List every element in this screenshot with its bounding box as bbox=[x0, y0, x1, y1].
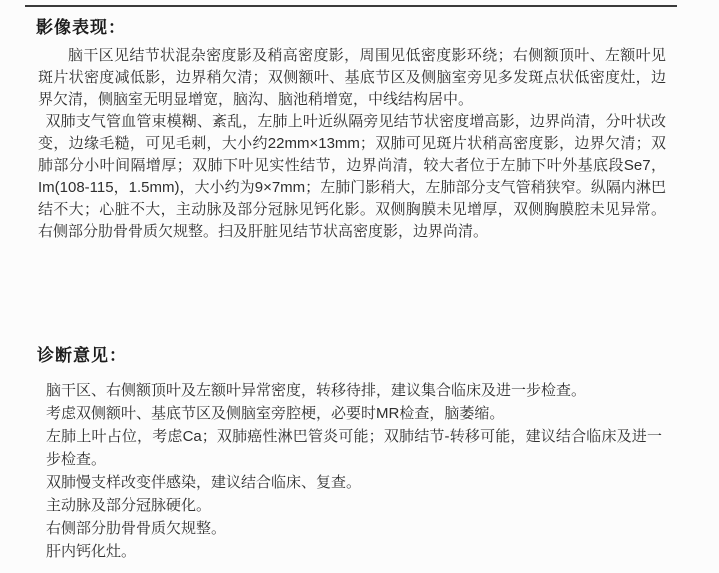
diagnosis-item: 双肺慢支样改变伴感染，建议结合临床、复查。 bbox=[46, 474, 362, 491]
diagnosis-section-title: 诊断意见： bbox=[37, 346, 127, 365]
diagnosis-item: 主动脉及部分冠脉硬化。 bbox=[46, 497, 212, 514]
top-divider-line bbox=[25, 5, 677, 7]
diagnosis-item: 右侧部分肋骨骨质欠规整。 bbox=[46, 520, 227, 537]
findings-paragraphs bbox=[38, 45, 666, 243]
findings-paragraph: 脑干区见结节状混杂密度影及稍高密度影，周围见低密度影环绕；右侧额顶叶、左额叶见斑片状密度减低影，边界稍欠清；双侧额叶、基底节区及侧脑室旁见多发斑点状低密度灶，边界欠清，侧脑室无明显增宽，脑沟、脑池稍增宽，中线结构居中。 bbox=[38, 47, 666, 108]
diagnosis-item: 脑干区、右侧额顶叶及左额叶异常密度，转移待排，建议集合临床及进一步检查。 bbox=[46, 382, 587, 399]
findings-paragraph: 双肺支气管血管束模糊、紊乱，左肺上叶近纵隔旁见结节状密度增高影，边界尚清，分叶状改变，边缘毛糙，可见毛刺，大小约22mm×13mm；双肺可见斑片状稍高密度影，边界欠清；双肺部分小叶间隔增厚；双肺下叶见实性结节，边界尚清，较大者位于左肺下叶外基底段Se7，Im(108-115，1.5mm)，大小约为9×7mm；左肺门影稍大，左肺部分支气管稍狭窄。纵隔内淋巴结不大；心脏不大，主动脉及部分冠脉见钙化影。双侧胸膜未见增厚，双侧胸膜腔未见异常。右侧部分肋骨骨质欠规整。扫及肝脏见结节状高密度影，边界尚清。 bbox=[38, 113, 666, 240]
diagnosis-item: 肝内钙化灶。 bbox=[46, 543, 137, 560]
diagnosis-item: 考虑双侧额叶、基底节区及侧脑室旁腔梗，必要时MR检查，脑萎缩。 bbox=[46, 405, 505, 422]
diagnosis-item: 左肺上叶占位，考虑Ca；双肺癌性淋巴管炎可能；双肺结节-转移可能，建议结合临床及进一步检查。 bbox=[46, 428, 662, 468]
findings-section-title: 影像表现： bbox=[36, 18, 126, 37]
diagnosis-items bbox=[46, 379, 662, 563]
